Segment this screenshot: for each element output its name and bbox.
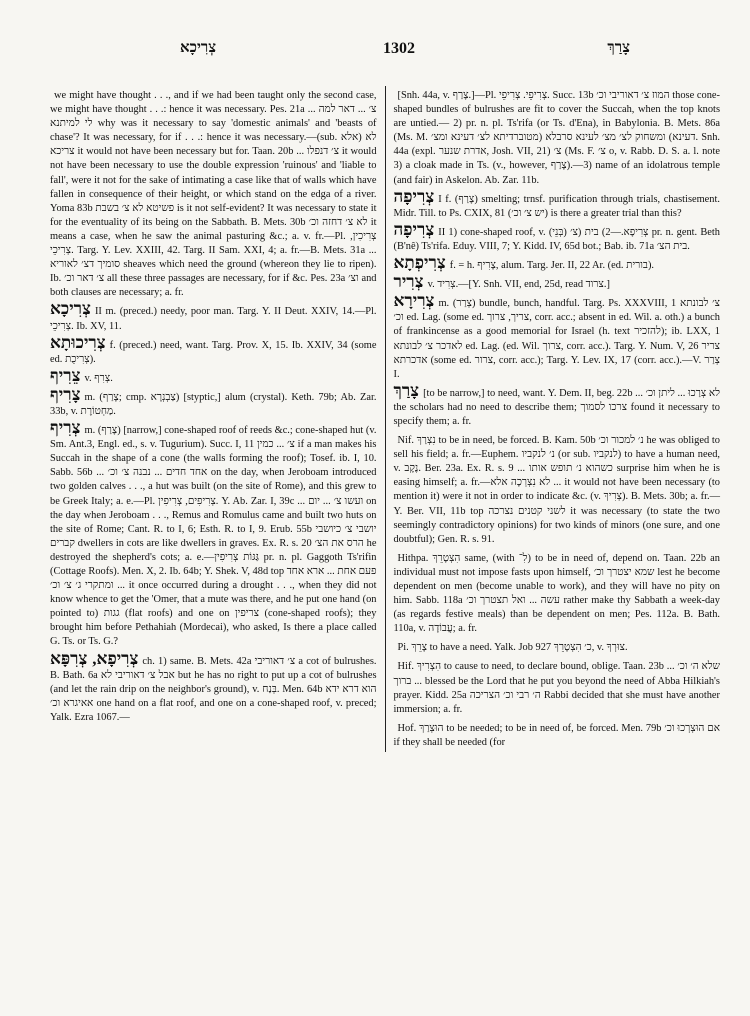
entry	[393, 549, 720, 637]
entry	[393, 291, 720, 382]
page-columns	[50, 86, 720, 752]
entry-text: m. (צָרַף) [narrow,] cone-shaped roof of reeds &c.; cone-shaped hut (v. Sm. Ant.3, Engl. ed., s. v. Tugurium). Succ. I, 11 צ׳ ... כמין if a man makes his Succah in the shape of a cone (the walls forming the roof); Tosef. ib. I, 10. Sabb. 56b ... אחד חדים ... נבנה צ׳ וכ׳ on the day, when Jeroboam introduced two golden calves . . ., a hut was built (on the site of Rome), and this grew to be Greek Italy; a. e.—Pl. צְרִיפִים, צְרִיפִין. Y. Ab. Zar. I, 39c ... ועשו צ׳ ... יום on the day when Jeroboam . . ., Remus and Romulus came and built two huts on the site of Rome; Cant. R. to I, 6; Esth. R. to I, 9. Erub. 55b יושבי צ׳ כיושבי קברים dwellers in cots are like dwellers in graves. Ex. R. s. 20 הרס את הצ׳ he destroyed the shepherd's cots; a. e.—גַּגּוֹת צְרִיפִין pr. n. pl. Gaggoth Ts'rifin (Cottage Roofs). Men. X, 2. Ib. 64b; Y. Shek. V, 48d top פעם אחת ... ארא אחד ומתקרי ג׳ צ׳ וכ׳ ... it once occurred during a drought . . ., when they did not know whence to get the 'Omer, that a mute was there, and he put one hand (on pointed to) גגות (flat roofs) and one on צריפין (cone-shaped roofs); they brought him before Pethahiah (Mordecai), who asked, Is there a place called G. Ts. or Ts. G.?	[50, 425, 377, 648]
entry	[393, 657, 720, 716]
entry-headword: צְרִיפָה	[393, 186, 435, 206]
entry	[393, 431, 720, 547]
entry	[393, 186, 720, 221]
entry-text: Hof. הוּצְרַךְ to be needed; to be in need of, be forced. Men. 79b אם הוּצְרְכוּ וכ׳ if they shall be needed (for	[393, 722, 720, 748]
left-column	[50, 86, 385, 752]
page-number: 1302	[383, 40, 415, 57]
entry	[393, 719, 720, 750]
entry-text: v. צְרִף.	[84, 372, 113, 384]
entry	[393, 219, 720, 254]
entry-text: I f. (צָרַף) smelting; trnsf. purification through trials, chastisement. Midr. Till. to Ps. CXIX, 81 (יש צ׳ וכ׳) is there a greater trial than this?	[393, 193, 720, 219]
entry	[393, 253, 720, 273]
entry	[393, 380, 720, 429]
entry-headword: צְרִיפָא, צְרִפָּא	[50, 648, 139, 668]
entry-headword: צְרִיפָה	[393, 219, 435, 239]
entry-headword: צְרִיף	[50, 418, 81, 438]
entry-headword: צְרִיכוּתָא	[50, 332, 106, 352]
entry	[50, 86, 377, 300]
entry-headword: צְרִיר	[393, 272, 424, 292]
entry-text: we might have thought . . ., and if we had been taught only the second case, we might have thought . . .: hence it was necessary. Pes. 21a ... צ׳ ... דאר למה לי למיתנא why was it necessary to say 'domestic animals' and 'beasts of chase'? It was necessary, for if . . .: hence it was necessary.—(sub. אלא) לא צריכא it would not have been necessary but for. Taan. 20b ... צ׳ דנפלו it would not have been necessary to use the double expression 'ruinous' and 'liable to fall', were it not for the sake of intimating a case like that of walls which have fallen in consequence of their height, or which stand on the edga of a river. Yoma 83b פשיטא לא צ׳ בשבת is it not self-evident? It was necessary to state it for the eventuality of its being on the Sabbath. B. Mets. 30b לא צ׳ דחזה וכ׳ it means a case, when he saw the animal pasturing &c.; a. v. fr.—Pl. צְרִיכִין, צְרִיכֵי. Targ. Y. Lev. XXIII, 42. Targ. II Sam. XXI, 4; a. fr.—B. Mets. 31a ... סומיך דצ׳ לאוריא sheaves which need the ground (whereon they lie to ripen). Ib. צ׳ דאר וכ׳ all these three passages are necessary, for if &c. Pes. 23a וצ׳ and both clauses are necessary; a. fr.	[50, 90, 377, 299]
entry-text: Hif. הִצְרִיךְ to cause to need, to declare bound, oblige. Taan. 23b ... שלא ה׳ וכ׳ ... ברוך blessed be the Lord that he put you beyond the need of Abba Hilkiah's prayer. Kidd. 25a ה׳ רבי וכ׳ הצריכה Rabbi decided that she must have another immersion; a. fr.	[393, 661, 720, 715]
entry-text: II m. (preced.) needy, poor man. Targ. Y. II Deut. XXIV, 14.—Pl. צְרִיכֵי. Ib. XV, 11.	[50, 306, 377, 332]
entry-text: II 1) cone-shaped roof, v. צְרִיפָא.—2) בית (צ׳ (בְּנֵי) pr. n. gent. Beth (B'nê) Ts'rifa. Eduy. VIII, 7; Y. Kidd. IV, 65d bot.; Bab. ib. 71a בית הצ׳.	[393, 226, 720, 252]
header-left-guideword: צְרִיכָא	[180, 40, 217, 56]
entry-text: Hithpa. הִצְטָרֵךְ same, (with לִ־) to be in need of, depend on. Taan. 22b an individual must not impose fasts upon himself, שמא יצטרך וכ׳ lest he become dependent on men (become unable to work), and they will have no pity on him. Sabb. 118a עשה ... ואל תצטרך וכ׳ rather make thy Sabbath a week-day (as regards festive meals) than be dependent on men; Pes. 112a. B. Bath. 110a, v. עֲבוֹדָה; a. fr.	[393, 552, 720, 635]
entry-headword: צְרִיכָא	[50, 299, 91, 319]
page-header	[50, 40, 720, 68]
entry-text: m. (צָרַף; cmp. צַבְנְרָא) [styptic,] alum (crystal). Keth. 79b; Ab. Zar. 33b, v. מַחְטוֹרֶת.	[50, 391, 377, 417]
entry-text: f. = h. צָרִיף, alum. Targ. Jer. II, 22 Ar. (ed. בורית).	[449, 260, 655, 272]
entry-text: ch. 1) same. B. Mets. 42a צ׳ דאוריבי a cot of bulrushes. B. Bath. 6a אבל צ׳ דאוריבי לא but he has no right to put up a cot of bulrushes (and let the rain drip on the neighbor's ground), v. בְּנַח. Men. 64b הוא דרא ידא אאיגרא וכ׳ one hand on a flat roof, and one on a cone-shaped roof, v. preced; Yalk. Ezra 1067.—	[50, 655, 377, 723]
entry-text: Nif. נִצְרַךְ to be in need, be forced. B. Kam. 50b נ׳ למכור וכ׳ he was obliged to sell his field; a. fr.—Euphem. נ׳ לנקביו (or sub. לנקביו) to have a human need, v. נֶקֶב. Ber. 23a. Ex. R. s. 9 ... כשהוא נ׳ תופש אותו surprise him when he is easing himself; a. fr.—לא נִצְרְכָה אלא ... it would not have been necessary (to mention it) were it not in order to indicate &c. (v. צְרִיךְ). B. Mets. 30b; a. fr.—Y. Ber. VII, 11b top לשני קטנים נצרכה it was necessary (to state the two seemingly contradictory opinions) for two kinds of minors (one sure, and one doubtful); Gen. R. s. 91.	[393, 435, 720, 545]
entry	[393, 272, 720, 292]
entry-headword: צָרִיף	[50, 384, 81, 404]
entry-headword: צְרִירָא	[393, 291, 435, 311]
entry	[50, 332, 377, 367]
entry-text: Pi. צָרֵךְ to have a need. Yalk. Job 927 כ׳ הִצְטָרֵךְ, v. צוּרְךָ.	[397, 642, 628, 654]
header-right-guideword: צָרַךְ	[607, 40, 630, 56]
entry-text: m. (צְרַר) bundle, bunch, handful. Targ. Ps. XXXVIII, 1 צ׳ לבונתא וכ׳ ed. Lag. (some ed. צריך, צרוך, corr. acc.; absent in ed. Wil. a. oth.) a bunch of frankincense as a good memorial for Israel (h. text להזכיר); ib. LXX, 1 לאדכר צ׳ לבונתא ed. Lag. (ed. Wil. צרוך, corr. acc.). Targ. Y. Num. V, 26 צריר אדכרתא (some ed. צרור, corr. acc.); Targ. Y. Lev. IX, 17 (corr. acc.).—V. צְרַר I.	[393, 298, 720, 380]
right-column	[391, 86, 720, 752]
entry	[50, 299, 377, 333]
entry	[50, 365, 377, 386]
entry-text: f. (preced.) need, want. Targ. Prov. X, 15. Ib. XXIV, 34 (some ed. צְרִיכֻת).	[50, 339, 377, 365]
entry	[50, 384, 377, 419]
entry-text: [Snh. 44a, v. צָרַף.]—Pl. צְרִיפֵי. צְרִיפֵי. Succ. 13b המוז צ׳ דאוריבי וכ׳ those cone-shaped bundles of bulrushes are fit to cover the Succah, when the top knots are untied.— 2) pr. n. pl. Ts'rifa (or Ts. d'Ena), in Babylonia. B. Mets. 86a (Ms. M. מטוברדיתא לצ׳ דעינא ומצ׳) ומשחוק לצ׳ מצ׳ לעינא סרבלא (דעינא. Snh. 44a (expl. אדרת שנער, Josh. VII, 21) צ׳ (Ms. F. צ׳ o, v. Rabb. D. S. a. l. note 3) a cloak made in Ts. (v., however, צָרַף).—3) name of an idolatrous temple (and fair) in Askelon. Ab. Zar. 11b.	[393, 90, 720, 186]
column-divider	[385, 86, 386, 752]
entry	[50, 418, 377, 650]
entry-text: [to be narrow,] to need, want. Y. Dem. II, beg. 22b ... לא צְרַכוּ ... ליתן וכ׳ the scholars had no need to describe them; צרכו לסמוך found it necessary to specify them; a. fr.	[393, 387, 720, 427]
entry	[50, 648, 377, 725]
entry-text: v. צְרִיד.—[Y. Snh. VII, end, 25d, read צרוד.]	[427, 279, 610, 291]
entry-headword: צָרַךְ	[393, 380, 420, 400]
entry-headword: צֵרִיף	[50, 365, 81, 385]
entry	[393, 86, 720, 188]
entry-headword: צְרִיפְתָא	[393, 253, 446, 273]
entry	[393, 638, 720, 655]
